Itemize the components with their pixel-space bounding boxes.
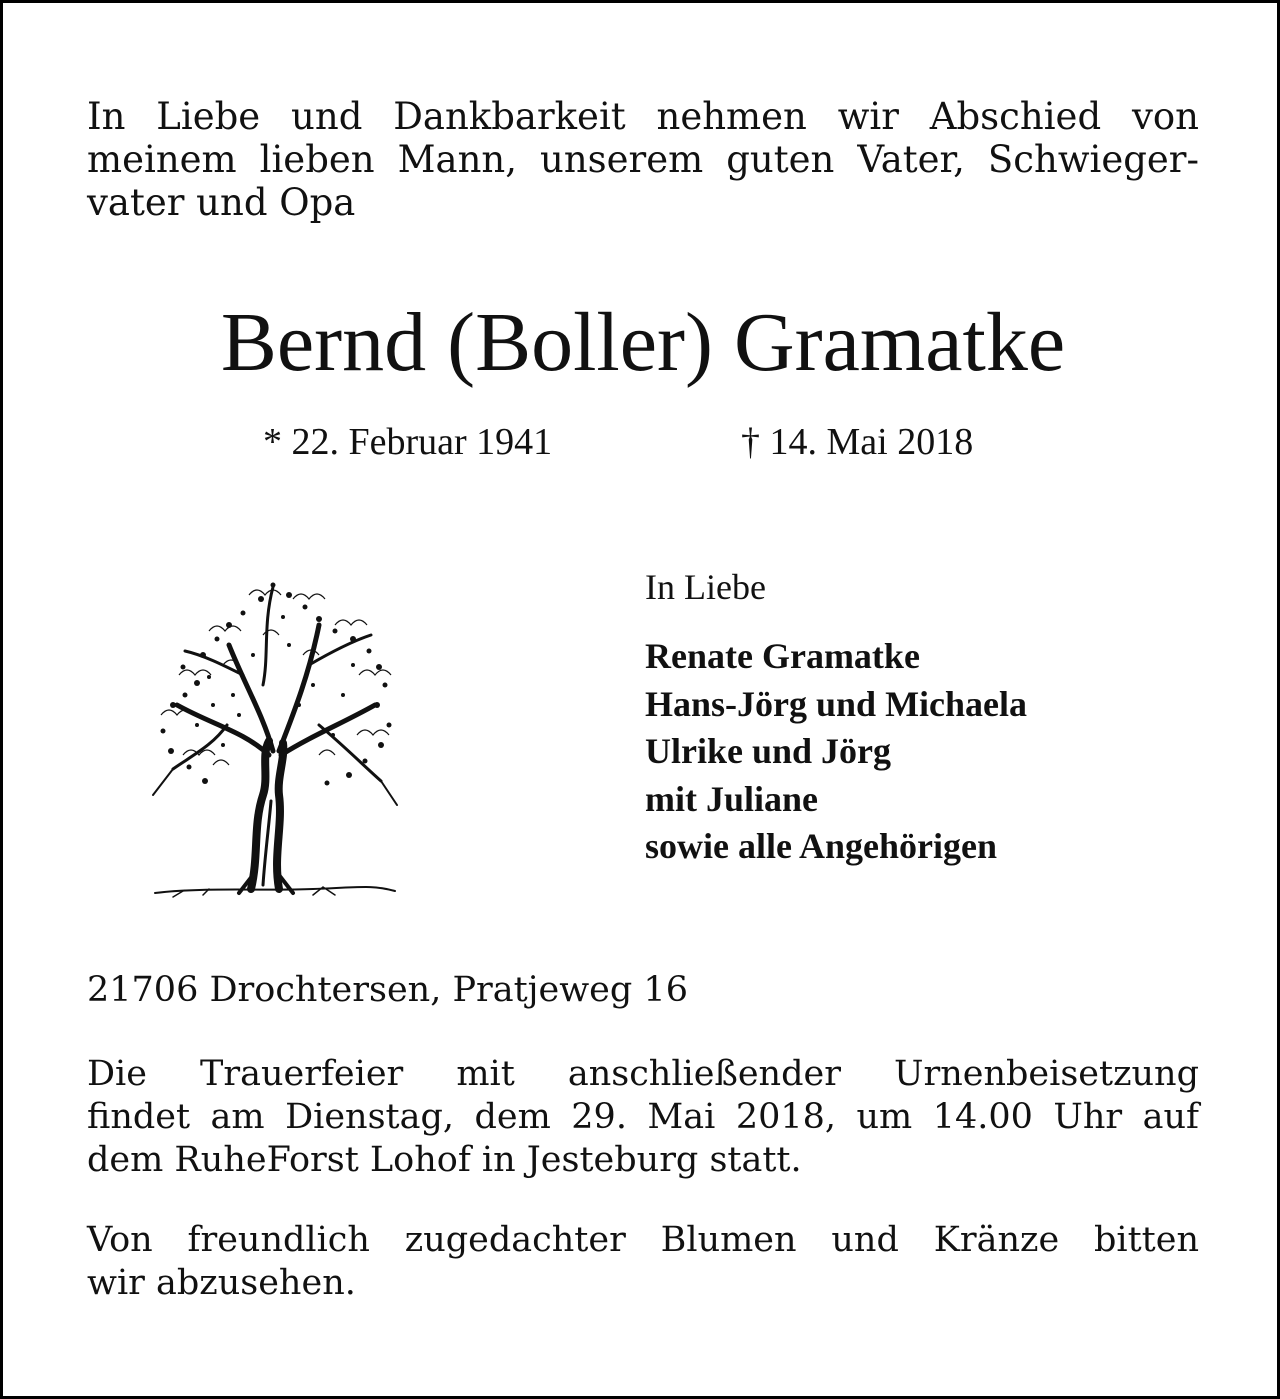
ceremony-line: dem RuheForst Lohof in Jesteburg statt. [87,1140,802,1180]
flowers-line: wir abzusehen. [87,1263,356,1303]
tree-icon [113,555,413,915]
in-love-label: In Liebe [645,567,766,607]
mourners-list [645,633,1027,871]
intro-line: vater und Opa [87,181,356,224]
flowers-request-text [87,1219,1199,1305]
intro-text [87,95,1199,224]
ceremony-line: findet am Dienstag, dem 29. Mai 2018, um 14.00 Uhr auf [87,1097,1199,1137]
death-date: † 14. Mai 2018 [741,421,974,463]
mourner-name: Ulrike und Jörg [645,731,892,771]
mourner-name: mit Juliane [645,778,819,819]
intro-line: In Liebe und Dankbarkeit nehmen wir Abschied von [87,95,1199,138]
birth-date: * 22. Februar 1941 [263,421,553,463]
ceremony-text [87,1053,1199,1182]
mourner-name: sowie alle Angehörigen [645,826,997,866]
mourner-name: Hans-Jörg und Michaela [645,683,1028,724]
deceased-name: Bernd (Boller) Gramatke [220,296,1066,389]
ceremony-line: Die Trauerfeier mit anschließender Urnenbeisetzung [87,1054,1199,1094]
address: 21706 Drochtersen, Pratjeweg 16 [87,970,688,1010]
flowers-line: Von freundlich zugedachter Blumen und Kränze bitten [87,1220,1199,1260]
intro-line: meinem lieben Mann, unserem guten Vater, Schwieger- [87,138,1199,181]
mourner-name: Renate Gramatke [645,636,920,676]
